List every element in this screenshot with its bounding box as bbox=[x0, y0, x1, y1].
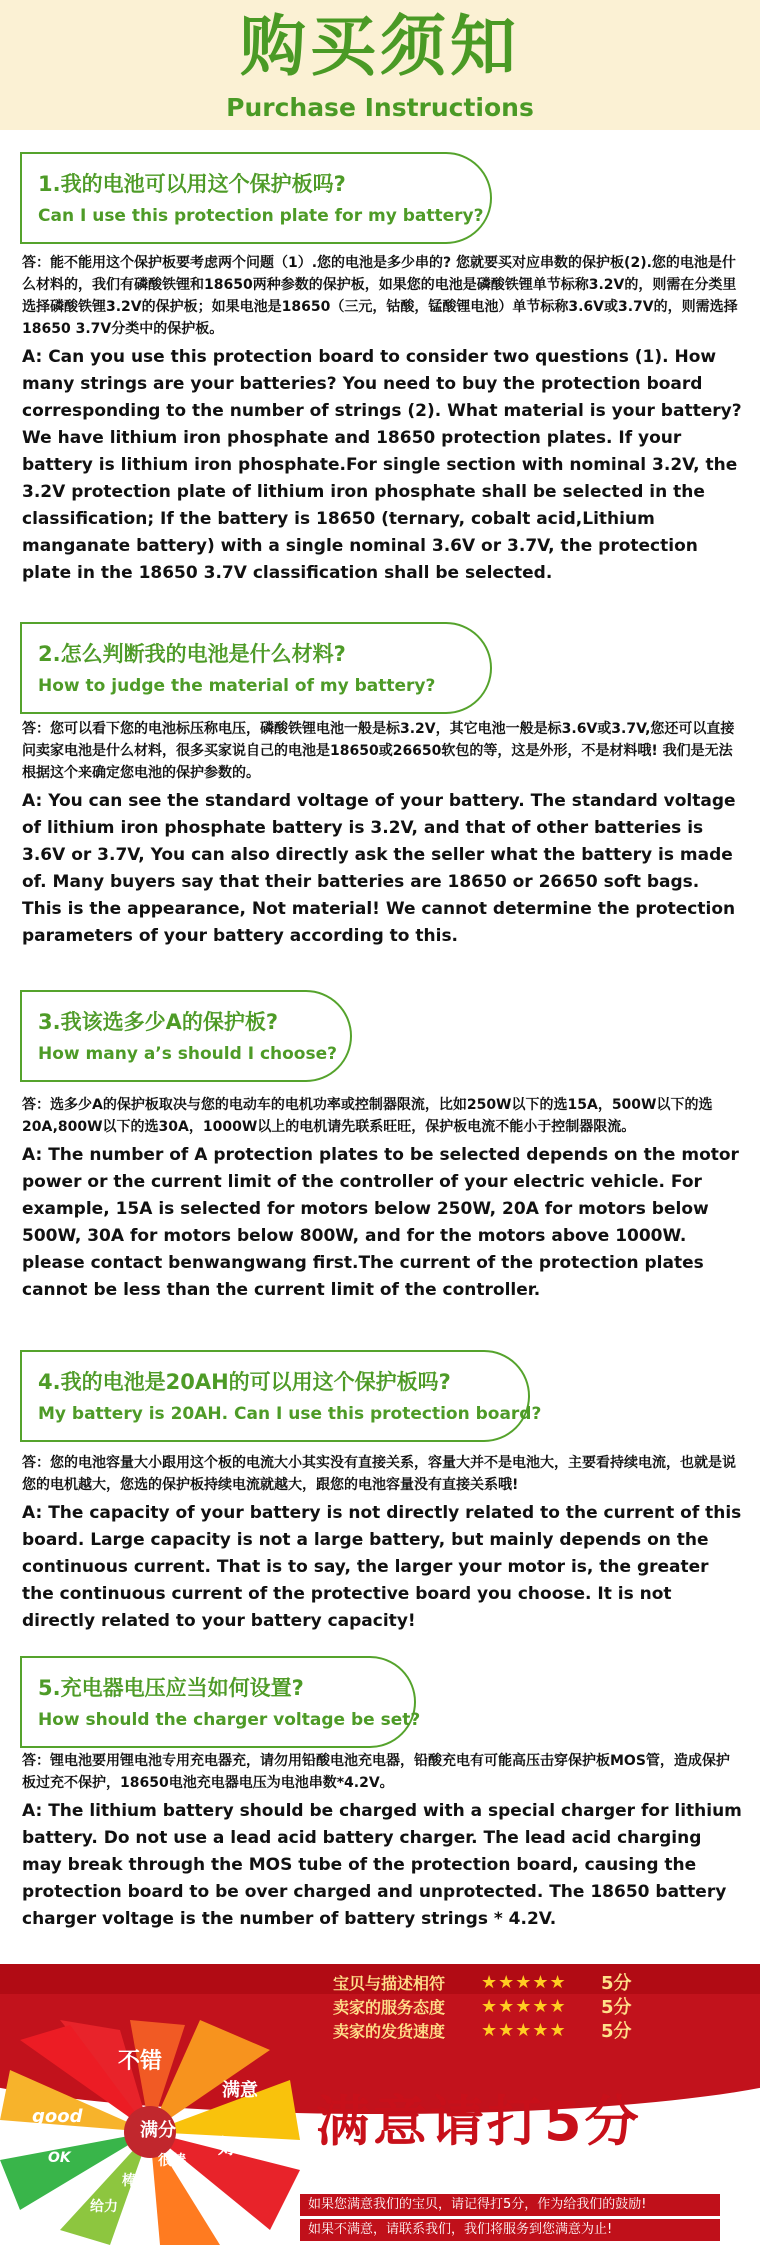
answer-4-en: A: The capacity of your battery is not directly related to the current of this board. Large capacity is not a large battery, but mainly depends on the continuous current. That is to say, the larger your motor is, the greater the continuous current of the protective board you choose. It is not directly related to your battery capacity! bbox=[22, 1503, 742, 1631]
answer-3-en: A: The number of A protection plates to be selected depends on the motor power or the current limit of the controller of your electric vehicle. For example, 15A is selected for motors below 250W, 20A for motors below 500W, 30A for motors below 800W, and for the motors above 1000W. please contact benwangwang first.The current of the protection plates cannot be less than the current limit of the controller. bbox=[22, 1145, 739, 1300]
answer-2 bbox=[22, 718, 742, 950]
burst-word-hao: 好 bbox=[218, 2134, 238, 2158]
rating-label: 宝贝与描述相符 bbox=[333, 1973, 446, 1993]
answer-2-en: A: You can see the standard voltage of your battery. The standard voltage of lithium iron phosphate battery is 3.2V, and that of other batteries is 3.6V or 3.7V, You can also directly ask the seller what the battery is made of. Many buyers say that their batteries are 18650 or 26650 soft bags. This is the appearance, Not material! We cannot determine the protection parameters of your battery according to this. bbox=[22, 791, 736, 946]
burst-word-manfen: 满分 bbox=[140, 2120, 176, 2141]
rating-label: 卖家的发货速度 bbox=[333, 2021, 446, 2041]
question-5-title-en: How should the charger voltage be set? bbox=[38, 1710, 421, 1730]
question-3-title-en: How many a’s should I choose? bbox=[38, 1044, 337, 1064]
answer-1-en: A: Can you use this protection board to consider two questions (1). How many strings are your batteries? You need to buy the protection board corresponding to the number of strings (2). What material is your battery? We have lithium iron phosphate and 18650 protection plates. If your battery is lithium iron phosphate.For single section with nominal 3.2V, the 3.2V protection plate of lithium iron phosphate shall be selected in the classification; If the battery is 18650 (ternary, cobalt acid,Lithium manganate battery) with a single nominal 3.6V or 3.7V, the protection plate in the 18650 3.7V classification shall be selected. bbox=[22, 347, 742, 583]
answer-4 bbox=[22, 1452, 742, 1635]
rating-label: 卖家的服务态度 bbox=[333, 1997, 446, 2017]
answer-1 bbox=[22, 252, 742, 587]
question-4-title-zh: 4.我的电池是20AH的可以用这个保护板吗? bbox=[38, 1370, 451, 1394]
burst-word-ok: OK bbox=[48, 2150, 71, 2166]
rating-value: 5分 bbox=[601, 1973, 632, 1994]
question-5-title-zh: 5.充电器电压应当如何设置? bbox=[38, 1676, 304, 1700]
rating-value: 5分 bbox=[601, 1997, 632, 2018]
answer-4-zh: 答：您的电池容量大小跟用这个板的电流大小其实没有直接关系，容量大并不是电池大，主要看持续电流，也就是说您的电机越大，您选的保护板持续电流就越大，跟您的电池容量没有直接关系哦! bbox=[22, 1455, 736, 1493]
answer-5-zh: 答：锂电池要用锂电池专用充电器充，请勿用铅酸电池充电器，铅酸充电有可能高压击穿保护板MOS管，造成保护板过充不保护，18650电池充电器电压为电池串数*4.2V。 bbox=[22, 1753, 730, 1791]
burst-word-buchuo: 不错 bbox=[118, 2049, 163, 2074]
question-3-title-zh: 3.我该选多少A的保护板? bbox=[38, 1010, 279, 1034]
question-1-box bbox=[20, 152, 492, 244]
question-3-box bbox=[20, 990, 352, 1082]
rating-row-service bbox=[333, 1994, 632, 2018]
page-subtitle: Purchase Instructions bbox=[226, 93, 534, 122]
star-rating-icon: ★★★★★ bbox=[481, 1995, 567, 2017]
question-4-box bbox=[20, 1350, 542, 1442]
burst-word-good: good bbox=[32, 2106, 83, 2127]
rating-row-shipping bbox=[333, 2018, 632, 2042]
question-1-title-en: Can I use this protection plate for my battery? bbox=[38, 206, 484, 226]
star-rating-icon: ★★★★★ bbox=[481, 1971, 567, 1993]
burst-word-henbang: 很棒 bbox=[158, 2153, 186, 2169]
rating-value: 5分 bbox=[601, 2021, 632, 2042]
answer-3-zh: 答：选多少A的保护板取决与您的电动车的电机功率或控制器限流，比如250W以下的选15A，500W以下的选20A,800W以下的选30A，1000W以上的电机请先联系旺旺，保护板电流不能小于控制器限流。 bbox=[22, 1097, 713, 1135]
rating-row-description bbox=[333, 1970, 632, 1994]
question-2-title-zh: 2.怎么判断我的电池是什么材料? bbox=[38, 642, 346, 666]
question-2-title-en: How to judge the material of my battery? bbox=[38, 676, 436, 696]
question-5-box bbox=[20, 1656, 421, 1748]
star-rating-icon: ★★★★★ bbox=[481, 2019, 567, 2041]
burst-word-bang: 棒 bbox=[122, 2173, 136, 2189]
rating-banner bbox=[0, 1964, 760, 2245]
page-header bbox=[0, 0, 760, 130]
answer-1-zh: 答：能不能用这个保护板要考虑两个问题（1）.您的电池是多少串的? 您就要买对应串数的保护板(2).您的电池是什么材料的，我们有磷酸铁锂和18650两种参数的保护板，如果您的电池是磷酸铁锂单节标称3.2V的，则需在分类里选择磷酸铁锂3.2V的保护板；如果电池是18650（三元，钴酸，锰酸锂电池）单节标称3.6V或3.7V的，则需选择18650 3.7V分类中的保护板。 bbox=[22, 255, 738, 337]
footer-line-2: 如果不满意，请联系我们，我们将服务到您满意为止! bbox=[300, 2219, 720, 2241]
question-2-box bbox=[20, 622, 492, 714]
answer-5 bbox=[22, 1750, 742, 1933]
footer-line-1: 如果您满意我们的宝贝，请记得打5分，作为给我们的鼓励! bbox=[300, 2194, 720, 2216]
question-1-title-zh: 1.我的电池可以用这个保护板吗? bbox=[38, 172, 346, 196]
burst-word-manyi: 满意 bbox=[222, 2080, 258, 2101]
question-4-title-en: My battery is 20AH. Can I use this protection board? bbox=[38, 1404, 542, 1424]
answer-5-en: A: The lithium battery should be charged with a special charger for lithium battery. Do not use a lead acid battery charger. The lead acid charging may break through the MOS tube of the protection board, causing the protection board to be over charged and unprotected. The 18650 battery charger voltage is the number of battery strings * 4.2V. bbox=[22, 1801, 742, 1929]
rating-slogan: 满意请打5分 bbox=[316, 2090, 642, 2153]
burst-word-niu: 牛 bbox=[128, 2213, 142, 2229]
answer-2-zh: 答：您可以看下您的电池标压称电压，磷酸铁锂电池一般是标3.2V，其它电池一般是标3.6V或3.7V,您还可以直接问卖家电池是什么材料，很多买家说自己的电池是18650或26650软包的等，这是外形，不是材料哦! 我们是无法根据这个来确定您电池的保护参数的。 bbox=[22, 721, 735, 781]
answer-3 bbox=[22, 1094, 742, 1304]
page-title: 购买须知 bbox=[240, 8, 520, 85]
burst-word-geili: 给力 bbox=[90, 2199, 118, 2215]
